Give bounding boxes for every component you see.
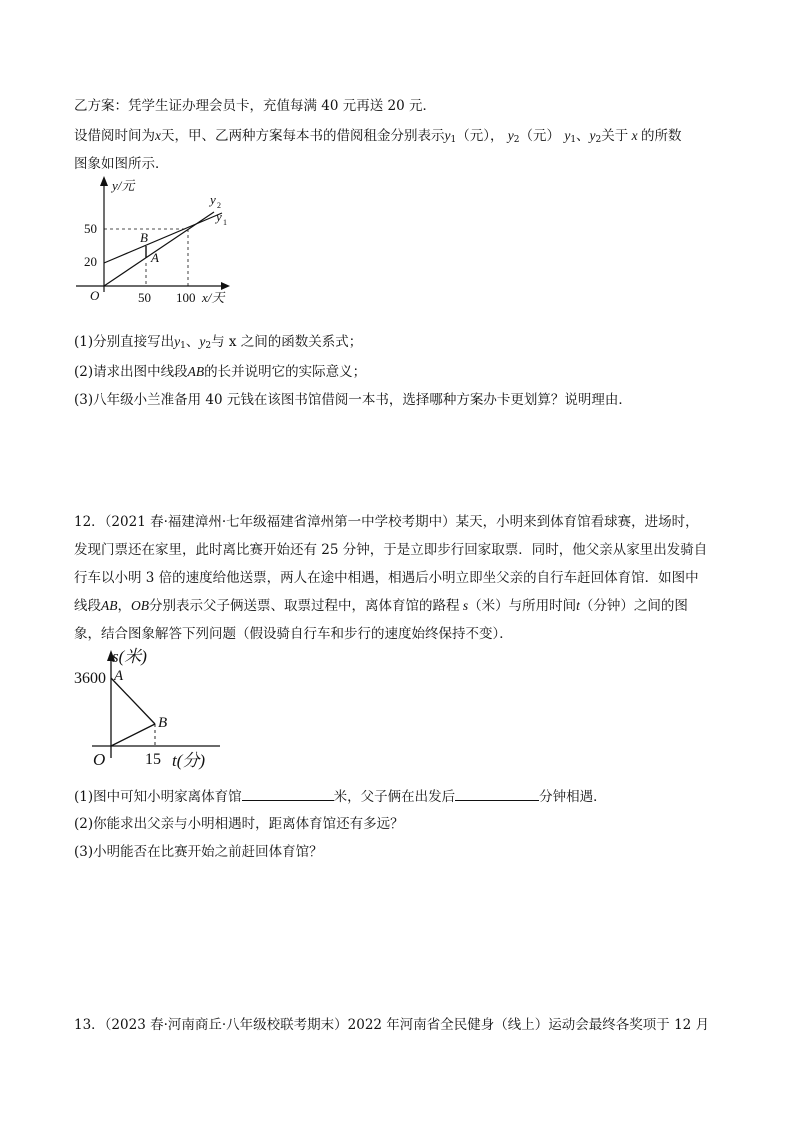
question-2: (2)请求出图中线段AB的长并说明它的实际意义； xyxy=(74,364,367,380)
point-a-label: A xyxy=(151,250,159,265)
problem-12-line-3: 行车以小明 3 倍的速度给他送票，两人在途中相遇，相遇后小明立即坐父亲的自行车赶回体育馆．如图中 xyxy=(74,570,699,586)
problem-12-line-1: 12．（2021 春·福建漳州·七年级福建省漳州第一中学校考期中）某天，小明来到体育馆看球赛，进场时， xyxy=(74,514,699,530)
y-tick-20: 20 xyxy=(84,254,97,269)
t-axis-label: t(分) xyxy=(172,751,206,770)
point-b-label: B xyxy=(158,715,168,731)
problem-12-line-2: 发现门票还在家里，此时离比赛开始还有 25 分钟，于是立即步行回家取票．同时，他父亲从家里出发骑自 xyxy=(74,542,708,558)
x-tick-50: 50 xyxy=(138,290,151,305)
graph-caption: 图象如图所示． xyxy=(74,156,169,172)
answer-blank-time[interactable] xyxy=(455,786,539,801)
s-axis-label: s(米) xyxy=(112,647,147,666)
line-y1-label: y xyxy=(216,209,222,224)
x-tick-15: 15 xyxy=(145,751,161,768)
problem-12-line-5: 象，结合图象解答下列问题（假设骑自行车和步行的速度始终保持不变）． xyxy=(74,626,513,642)
origin-label: O xyxy=(93,750,106,769)
origin-label: O xyxy=(90,288,100,303)
line-y2-label: y xyxy=(210,192,216,207)
question-12-1: (1)图中可知小明家离体育馆 米，父子俩在出发后 分钟相遇． xyxy=(74,786,607,807)
y-tick-3600: 3600 xyxy=(74,670,106,687)
line-y2-subscript: 2 xyxy=(217,201,221,210)
y-tick-50: 50 xyxy=(84,221,97,236)
problem-13-line-1: 13．（2023 春·河南商丘·八年级校联考期末）2022 年河南省全民健身（线上）运动会最终各奖项于 12 月 xyxy=(74,1017,710,1033)
problem-setup-line: 设借阅时间为x天，甲、乙两种方案每本书的借阅租金分别表示$y_1$（元）， $y_2$（元） $y_1$、$y_2$关于 x 的所数 xyxy=(74,128,682,145)
y-axis-label: y/元 xyxy=(112,178,135,193)
point-a-label: A xyxy=(114,668,124,684)
question-12-2: (2)你能求出父亲与小明相遇时，距离体育馆还有多远？ xyxy=(74,816,404,832)
problem-12-line-4: 线段AB，OB分别表示父子俩送票、取票过程中，离体育馆的路程 s（米）与所用时间t（分钟）之间的图 xyxy=(74,598,688,614)
x-axis-label: x/天 xyxy=(202,290,225,305)
answer-blank-distance[interactable] xyxy=(242,786,334,801)
question-12-3: (3)小明能否在比赛开始之前赶回体育馆？ xyxy=(74,844,323,860)
x-tick-100: 100 xyxy=(176,290,196,305)
question-3: (3)八年级小兰准备用 40 元钱在该图书馆借阅一本书，选择哪种方案办卡更划算？说明理由． xyxy=(74,392,632,408)
point-b-label: B xyxy=(140,230,148,245)
question-1: (1)分别直接写出$y_1$、$y_2$与 x 之间的函数关系式； xyxy=(74,334,363,351)
plan-b-text: 乙方案：凭学生证办理会员卡，充值每满 40 元再送 20 元． xyxy=(74,98,437,114)
line-y1-subscript: 1 xyxy=(223,218,227,227)
